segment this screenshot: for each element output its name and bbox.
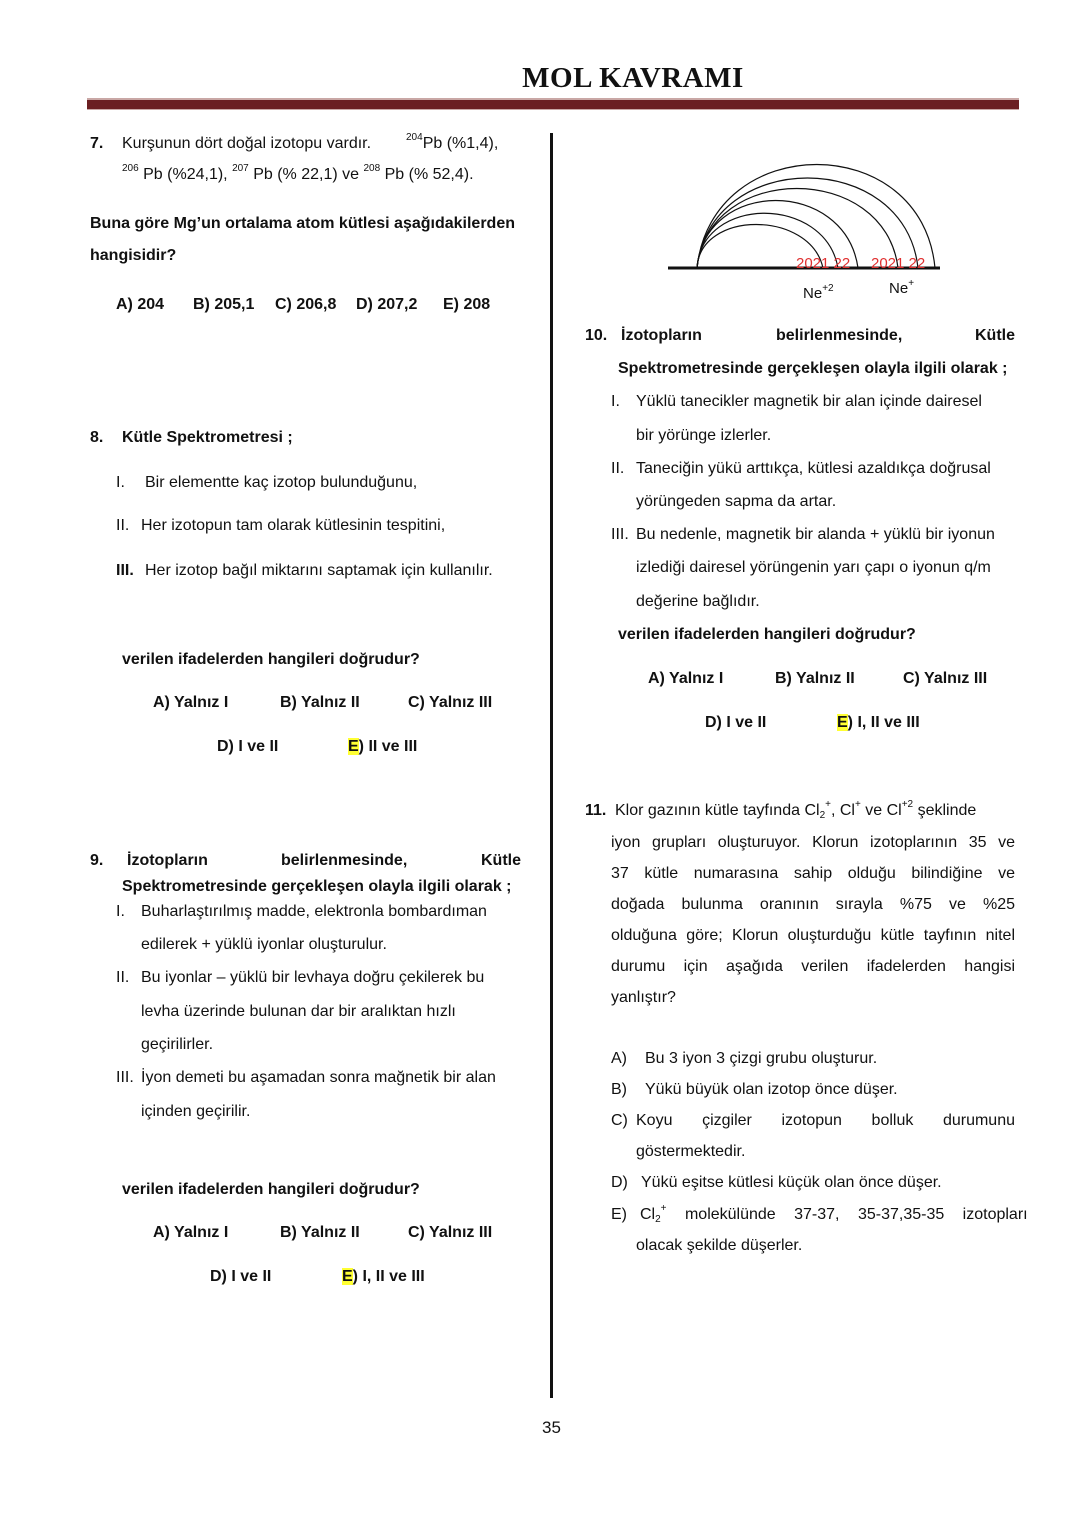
question-stem: Spektrometresinde gerçekleşen olayla ilgili olarak ;: [122, 878, 512, 895]
statement-roman: III.: [116, 1069, 134, 1086]
column-divider: [550, 133, 553, 1398]
question-prompt: verilen ifadelerden hangileri doğrudur?: [122, 651, 420, 668]
statement-roman: I.: [116, 903, 125, 920]
option-b-text[interactable]: Yükü büyük olan izotop önce düşer.: [645, 1081, 898, 1098]
statement-text: değerine bağlıdır.: [636, 593, 760, 610]
statement-text: yörüngeden sapma da artar.: [636, 493, 837, 510]
option-c[interactable]: C) 206,8: [275, 296, 337, 313]
mass-label-group-2: 2021 22: [871, 255, 926, 272]
statement-text: İyon demeti bu aşamadan sonra mağnetik bir alan: [141, 1069, 496, 1086]
option-e[interactable]: E) 208: [443, 296, 491, 313]
stem-word: İzotopların: [127, 852, 208, 869]
question-number: 10.: [585, 327, 608, 344]
option-a[interactable]: A) 204: [116, 296, 165, 313]
option-c-text[interactable]: Koyu çizgiler izotopun bolluk durumunu: [636, 1112, 1015, 1129]
statement-text: edilerek + yüklü iyonlar oluşturulur.: [141, 936, 387, 953]
option-d[interactable]: D) I ve II: [217, 738, 279, 755]
statement-text: levha üzerinde bulunan dar bir aralıktan hızlı: [141, 1003, 456, 1020]
question-text-line: 37 kütle numarasına sahip olduğu bilindiğine ve: [611, 865, 1015, 882]
option-b[interactable]: B) Yalnız II: [280, 694, 360, 711]
statement-text: izlediği dairesel yörüngenin yarı çapı o iyonun q/m: [636, 559, 991, 576]
question-number: 9.: [90, 852, 104, 869]
statement-roman: I.: [611, 393, 620, 410]
stem-word: belirlenmesinde,: [776, 327, 903, 344]
option-e-answer[interactable]: E) I, II ve III: [342, 1268, 425, 1285]
isotope-list: $^{206}$ Pb (%24,1), $^{207}$ Pb (% 22,1) ve $^{208}$ Pb (% 52,4).: [122, 163, 474, 183]
statement-text: Her izotopun tam olarak kütlesinin tespitini,: [141, 517, 446, 534]
question-stem: Spektrometresinde gerçekleşen olayla ilgili olarak ;: [618, 360, 1008, 377]
stem-word: belirlenmesinde,: [281, 852, 408, 869]
question-prompt-cont: hangisidir?: [90, 247, 177, 264]
statement-text: Taneciğin yükü arttıkça, kütlesi azaldıkça doğrusal: [636, 460, 991, 477]
statement-roman: II.: [611, 460, 625, 477]
statement-roman: II.: [116, 517, 130, 534]
option-b-letter[interactable]: B): [611, 1081, 627, 1098]
statement-roman: I.: [116, 474, 125, 491]
statement-roman: III.: [611, 526, 629, 543]
question-text: Kurşunun dört doğal izotopu vardır.: [122, 135, 372, 152]
option-a[interactable]: A) Yalnız I: [648, 670, 724, 687]
option-b[interactable]: B) Yalnız II: [280, 1224, 360, 1241]
question-prompt: verilen ifadelerden hangileri doğrudur?: [122, 1181, 420, 1198]
stem-word: Kütle: [481, 852, 521, 869]
statement-roman: II.: [116, 969, 130, 986]
statement-text: Bu iyonlar – yüklü bir levhaya doğru çekilerek bu: [141, 969, 485, 986]
option-c-text-cont[interactable]: göstermektedir.: [636, 1143, 746, 1160]
option-d[interactable]: D) I ve II: [705, 714, 767, 731]
question-text-line: iyon grupları oluşturuyor. Klorun izotoplarının 35 ve: [611, 834, 1015, 851]
question-prompt: Buna göre Mg’un ortalama atom kütlesi aşağıdakilerden: [90, 215, 515, 232]
statement-text: geçirilirler.: [141, 1036, 214, 1053]
answer-highlight: E: [837, 714, 848, 731]
option-e-letter[interactable]: E): [611, 1206, 627, 1223]
isotope-204: $^{204}$Pb (%1,4),: [406, 132, 499, 152]
mass-label-group-1: 2021 22: [796, 255, 851, 272]
option-c[interactable]: C) Yalnız III: [903, 670, 988, 687]
option-c[interactable]: C) Yalnız III: [408, 1224, 493, 1241]
statement-text: içinden geçirilir.: [141, 1103, 251, 1120]
option-a[interactable]: A) Yalnız I: [153, 694, 229, 711]
option-e-answer[interactable]: E) I, II ve III: [837, 714, 920, 731]
arc-trajectories-diagram: [660, 150, 960, 310]
question-stem: Kütle Spektrometresi ;: [122, 429, 293, 446]
page-title: MOL KAVRAMI: [522, 62, 744, 94]
option-b[interactable]: B) 205,1: [193, 296, 255, 313]
answer-highlight: E: [348, 738, 359, 755]
option-d-letter[interactable]: D): [611, 1174, 628, 1191]
option-b[interactable]: B) Yalnız II: [775, 670, 855, 687]
statement-text: bir yörünge izlerler.: [636, 427, 772, 444]
option-c[interactable]: C) Yalnız III: [408, 694, 493, 711]
stem-word: Kütle: [975, 327, 1015, 344]
statement-text: Yüklü tanecikler magnetik bir alan içinde dairesel: [636, 393, 982, 410]
option-d[interactable]: D) I ve II: [210, 1268, 272, 1285]
question-text-line1: Klor gazının kütle tayfında $Cl_2^+$, Cl+ ve $Cl^{+2}$ şeklinde: [615, 799, 977, 821]
question-text-line: olduğuna göre; Klorun oluşturduğu kütle tayfının nitel: [611, 927, 1015, 944]
option-a[interactable]: A) Yalnız I: [153, 1224, 229, 1241]
option-e-answer[interactable]: E) II ve III: [348, 738, 418, 755]
answer-highlight: E: [342, 1268, 353, 1285]
question-number: 7.: [90, 135, 104, 152]
question-prompt: verilen ifadelerden hangileri doğrudur?: [618, 626, 916, 643]
statement-text: Her izotop bağıl miktarını saptamak için kullanılır.: [145, 562, 493, 579]
option-d-text[interactable]: Yükü eşitse kütlesi küçük olan önce düşer.: [641, 1174, 942, 1191]
question-text-line: yanlıştır?: [611, 989, 676, 1006]
ion-label-ne1: Ne+: [889, 278, 915, 297]
statement-text: Bir elementte kaç izotop bulunduğunu,: [145, 474, 418, 491]
option-c-letter[interactable]: C): [611, 1112, 628, 1129]
option-d[interactable]: D) 207,2: [356, 296, 418, 313]
ion-arcs: [697, 165, 935, 269]
question-text-line: doğada bulunma oranının sırayla %75 ve %25: [611, 896, 1015, 913]
ion-label-ne2: $Ne^{+2}$: [803, 283, 834, 302]
statement-text: Bu nedenle, magnetik bir alanda + yüklü bir iyonun: [636, 526, 995, 543]
option-e-text[interactable]: $Cl_2^+$ molekülünde 37-37, 35-37,35-35 izotopları: [640, 1203, 1028, 1225]
page-number: 35: [542, 1418, 561, 1437]
mass-spectrometer-diagram: [660, 150, 960, 310]
option-a-text[interactable]: Bu 3 iyon 3 çizgi grubu oluşturur.: [645, 1050, 878, 1067]
question-number: 8.: [90, 429, 104, 446]
question-number: 11.: [585, 802, 607, 819]
question-text-line: durumu için aşağıda verilen ifadelerden hangisi: [611, 958, 1015, 975]
stem-word: İzotopların: [621, 327, 702, 344]
option-a-letter[interactable]: A): [611, 1050, 627, 1067]
option-e-text-cont[interactable]: olacak şekilde düşerler.: [636, 1237, 803, 1254]
header-rule: [87, 98, 1019, 109]
statement-roman: III.: [116, 562, 134, 579]
statement-text: Buharlaştırılmış madde, elektronla bombardıman: [141, 903, 487, 920]
